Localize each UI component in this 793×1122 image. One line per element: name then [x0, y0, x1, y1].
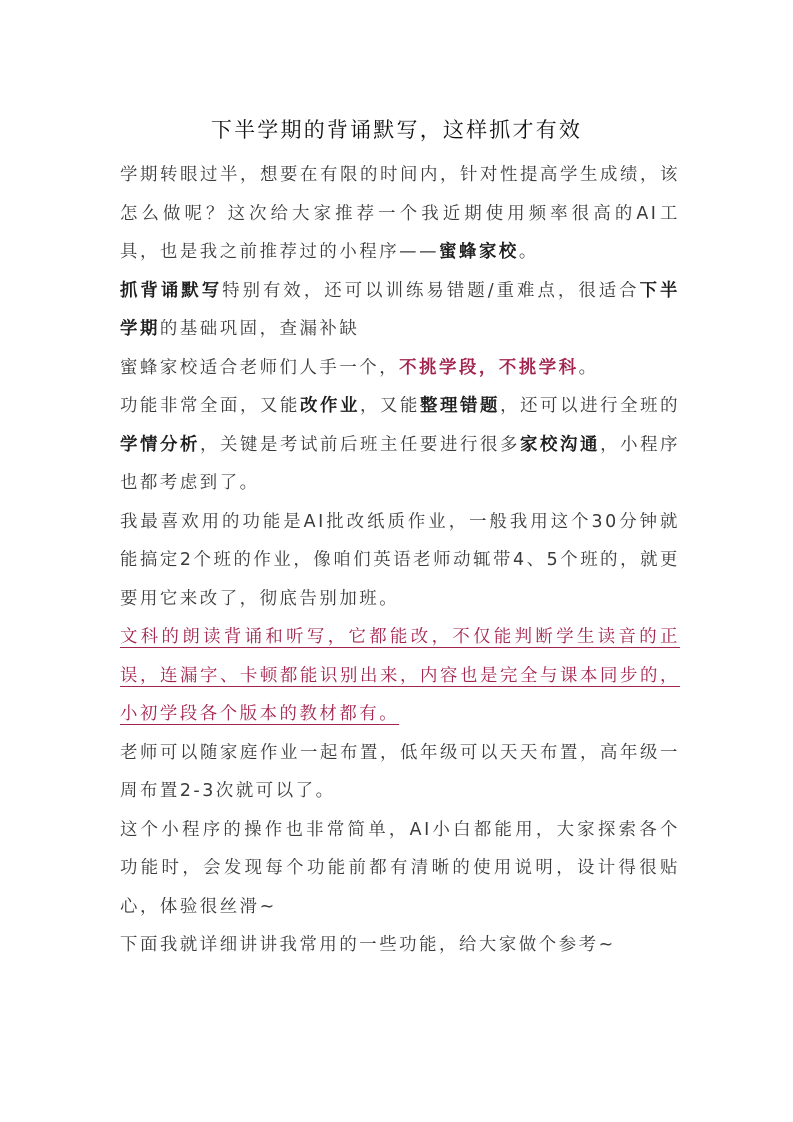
- paragraph-reading-dictation: [120, 618, 680, 734]
- text-segment: 下面我就详细讲讲我常用的一些功能，给大家做个参考~: [120, 935, 616, 955]
- highlight-bold: 家校沟通: [520, 434, 601, 455]
- article-body: [120, 156, 680, 965]
- paragraph-features: [120, 387, 680, 503]
- text-segment: 老师可以随家庭作业一起布置，低年级可以天天布置，高年级一周布置2-3次就可以了。: [120, 742, 680, 801]
- paragraph-suitability: [120, 349, 680, 388]
- paragraph-recitation: [120, 272, 680, 349]
- text-segment: 我最喜欢用的功能是AI批改纸质作业，一般我用这个30分钟就能搞定2个班的作业，像咱们英语老师动辄带4、5个班的，就更要用它来改了，彻底告别加班。: [120, 511, 680, 609]
- text-segment: 蜜蜂家校适合老师们人手一个，: [120, 357, 400, 378]
- text-segment: 特别有效，还可以训练易错题/重难点，很适合: [222, 280, 640, 301]
- text-segment: 。: [518, 242, 539, 262]
- paragraph-outro: [120, 926, 680, 965]
- text-segment: 这个小程序的操作也非常简单，AI小白都能用，大家探索各个功能时，会发现每个功能前都有清晰的使用说明，设计得很贴心，体验很丝滑~: [120, 819, 680, 917]
- paragraph-ai-grading: [120, 503, 680, 619]
- highlight-bold: 整理错题: [420, 396, 501, 416]
- text-segment: 的基础巩固，查漏补缺: [159, 319, 360, 339]
- brand-name-bold: 蜜蜂家校: [439, 242, 519, 262]
- text-segment: 功能非常全面，又能: [120, 396, 301, 416]
- text-segment: ，小程序也都考虑到了。: [120, 434, 681, 493]
- highlight-red: 不挑学段，不挑学科: [399, 357, 579, 378]
- text-segment: ，又能: [360, 396, 421, 416]
- text-segment: ，还可以进行全班的: [500, 396, 681, 416]
- text-segment: 。: [578, 357, 599, 378]
- highlight-bold: 改作业: [300, 396, 361, 416]
- highlight-bold: 抓背诵默写: [120, 280, 223, 301]
- paragraph-ease-of-use: [120, 811, 680, 927]
- paragraph-intro: [120, 156, 680, 272]
- highlight-red-underline: 文科的朗读背诵和听写，它都能改，不仅能判断学生读音的正误，连漏字、卡顿都能识别出来，内容也是完全与课本同步的，小初学段各个版本的教材都有。: [120, 627, 680, 724]
- page-title: 下半学期的背诵默写，这样抓才有效: [210, 118, 583, 143]
- text-segment: ，关键是考试前后班主任要进行很多: [200, 434, 521, 455]
- highlight-bold: 学情分析: [120, 434, 201, 455]
- paragraph-assignment: [120, 734, 680, 811]
- highlight-bold: 下半学期: [120, 280, 680, 339]
- text-segment: 学期转眼过半，想要在有限的时间内，针对性提高学生成绩，该怎么做呢？这次给大家推荐一个我近期使用频率很高的AI工具，也是我之前推荐过的小程序——: [120, 165, 680, 262]
